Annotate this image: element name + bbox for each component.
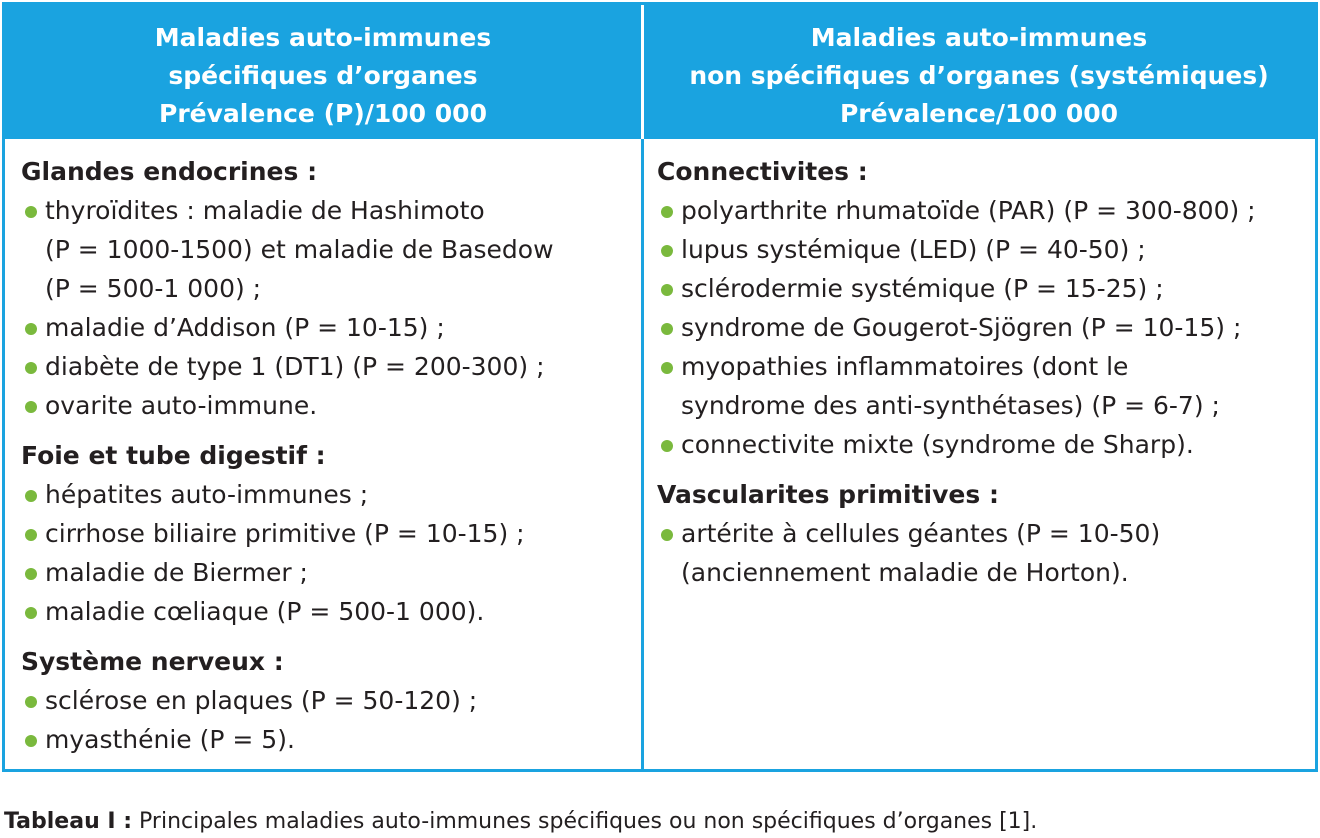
header-left-line: Prévalence (P)/100 000 <box>159 99 487 128</box>
item-text: (P = 1000-1500) et maladie de Basedow <box>45 235 554 264</box>
bullet-icon <box>661 206 673 218</box>
section-connective <box>657 153 1313 464</box>
item-text: maladie cœliaque (P = 500-1 000). <box>45 597 485 626</box>
item-text: syndrome de Gougerot-Sjögren (P = 10-15) ; <box>681 313 1242 342</box>
disease-table <box>2 2 1318 772</box>
caption-text: Principales maladies auto-immunes spécifiques ou non spécifiques d’organes [1]. <box>132 809 1038 834</box>
header-right-line: Maladies auto-immunes <box>810 23 1148 52</box>
header-left <box>5 5 641 139</box>
bullet-icon <box>661 362 673 374</box>
table-caption <box>4 808 1037 836</box>
list-item <box>657 514 1313 592</box>
header-right-line: Prévalence/100 000 <box>839 99 1119 128</box>
list-item <box>21 347 633 386</box>
header-right <box>643 5 1315 139</box>
list-item <box>657 269 1313 308</box>
item-text: cirrhose biliaire primitive (P = 10-15) ; <box>45 519 525 548</box>
section-nervous <box>21 643 633 759</box>
bullet-icon <box>661 529 673 541</box>
column-divider <box>641 139 644 769</box>
list-item <box>657 230 1313 269</box>
bullet-icon <box>661 323 673 335</box>
list-item <box>21 386 633 425</box>
item-text: myopathies inflammatoires (dont le <box>681 352 1129 381</box>
list-item <box>657 308 1313 347</box>
item-text: diabète de type 1 (DT1) (P = 200-300) ; <box>45 352 545 381</box>
item-text: polyarthrite rhumatoïde (PAR) (P = 300-800) ; <box>681 196 1256 225</box>
list-item <box>657 347 1313 425</box>
section-endocrine <box>21 153 633 425</box>
bullet-icon <box>25 568 37 580</box>
table-header <box>5 5 1315 139</box>
item-text: maladie de Biermer ; <box>45 558 308 587</box>
bullet-icon <box>25 490 37 502</box>
list-item <box>21 191 633 308</box>
header-left-line: Maladies auto-immunes <box>154 23 492 52</box>
bullet-icon <box>661 440 673 452</box>
bullet-icon <box>25 696 37 708</box>
list-item <box>657 425 1313 464</box>
header-left-line: spécifiques d’organes <box>168 61 478 90</box>
item-text: ovarite auto-immune. <box>45 391 318 420</box>
header-right-line: non spécifiques d’organes (systémiques) <box>689 61 1269 90</box>
item-text: hépatites auto-immunes ; <box>45 480 369 509</box>
item-text: connectivite mixte (syndrome de Sharp). <box>681 430 1194 459</box>
bullet-icon <box>25 529 37 541</box>
caption-label: Tableau I : <box>4 809 133 834</box>
section-title: Foie et tube digestif : <box>21 441 326 470</box>
bullet-icon <box>25 323 37 335</box>
list-item <box>21 720 633 759</box>
bullet-icon <box>25 362 37 374</box>
section-title: Système nerveux : <box>21 647 284 676</box>
list-item <box>657 191 1313 230</box>
list-item <box>21 514 633 553</box>
item-text: thyroïdites : maladie de Hashimoto <box>45 196 485 225</box>
item-text: sclérose en plaques (P = 50-120) ; <box>45 686 478 715</box>
list-item <box>21 553 633 592</box>
item-text: myasthénie (P = 5). <box>45 725 295 754</box>
item-text: syndrome des anti-synthétases) (P = 6-7) ; <box>681 391 1220 420</box>
item-text: lupus systémique (LED) (P = 40-50) ; <box>681 235 1146 264</box>
item-text: (P = 500-1 000) ; <box>45 274 262 303</box>
list-item <box>21 308 633 347</box>
section-digestive <box>21 437 633 631</box>
bullet-icon <box>661 284 673 296</box>
list-item <box>21 592 633 631</box>
item-text: maladie d’Addison (P = 10-15) ; <box>45 313 445 342</box>
bullet-icon <box>25 401 37 413</box>
section-title: Glandes endocrines : <box>21 157 318 186</box>
item-text: (anciennement maladie de Horton). <box>681 558 1129 587</box>
list-item <box>21 681 633 720</box>
item-text: sclérodermie systémique (P = 15-25) ; <box>681 274 1164 303</box>
item-text: artérite à cellules géantes (P = 10-50) <box>681 519 1161 548</box>
left-column <box>21 139 633 759</box>
section-title: Connectivites : <box>657 157 868 186</box>
bullet-icon <box>25 206 37 218</box>
bullet-icon <box>25 607 37 619</box>
right-column <box>657 139 1313 592</box>
section-title: Vascularites primitives : <box>657 480 999 509</box>
bullet-icon <box>25 735 37 747</box>
list-item <box>21 475 633 514</box>
bullet-icon <box>661 245 673 257</box>
section-vasculitis <box>657 476 1313 592</box>
